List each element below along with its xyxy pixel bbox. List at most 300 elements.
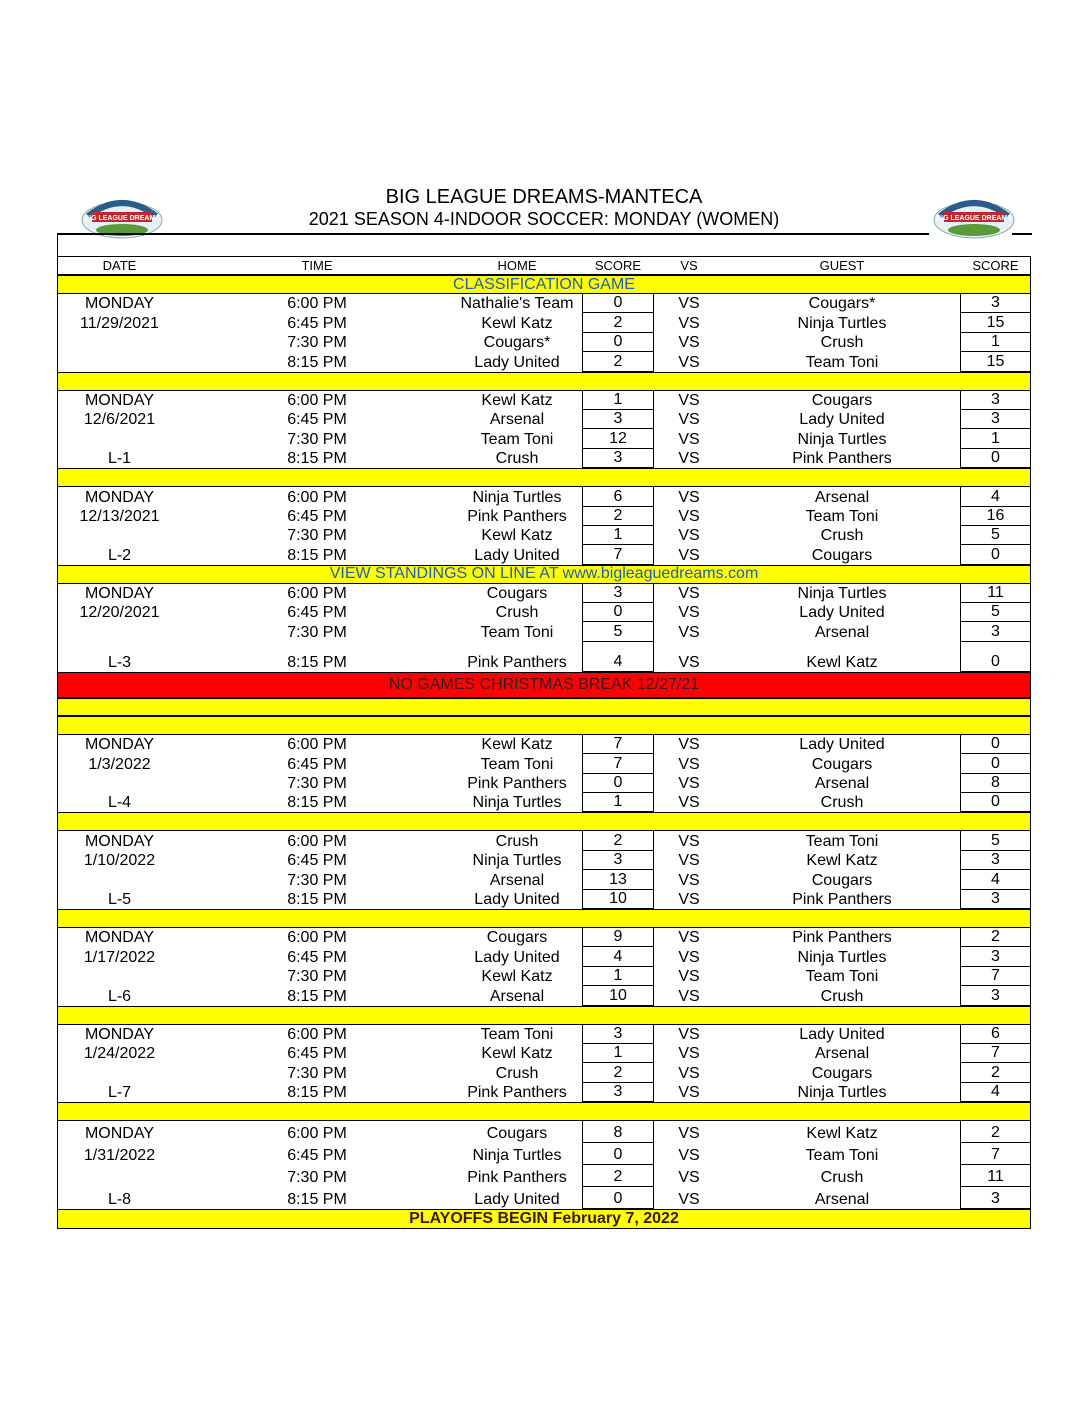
section-divider xyxy=(57,812,1031,831)
vs-label: VS xyxy=(678,604,700,622)
game-time: 6:45 PM xyxy=(287,852,347,870)
guest-team: Arsenal xyxy=(814,623,870,641)
home-score: 10 xyxy=(582,986,654,1005)
guest-score: 7 xyxy=(960,1143,1031,1165)
game-date: L-2 xyxy=(107,546,132,564)
home-team: Cougars* xyxy=(483,334,551,352)
home-score: 7 xyxy=(582,754,654,773)
game-date: MONDAY xyxy=(84,736,155,754)
guest-score: 7 xyxy=(960,967,1031,986)
home-team: Kewl Katz xyxy=(481,527,553,545)
guest-score: 4 xyxy=(960,870,1031,889)
vs-label: VS xyxy=(678,794,700,812)
home-score: 2 xyxy=(582,1063,654,1082)
home-score: 6 xyxy=(582,487,654,506)
table-row xyxy=(57,735,1031,754)
vs-label: VS xyxy=(678,968,700,986)
home-score: 3 xyxy=(582,1025,654,1044)
vs-label: VS xyxy=(678,948,700,966)
game-date: L-7 xyxy=(107,1084,132,1102)
guest-score: 15 xyxy=(960,313,1031,332)
table-row xyxy=(57,294,1031,313)
home-score: 0 xyxy=(582,294,654,313)
home-team: Lady United xyxy=(474,353,560,371)
vs-label: VS xyxy=(678,295,700,313)
vs-label: VS xyxy=(678,391,700,409)
vs-label: VS xyxy=(678,1064,700,1082)
home-score: 4 xyxy=(582,947,654,966)
game-time: 7:30 PM xyxy=(287,623,347,641)
game-date xyxy=(57,333,182,352)
home-team: Pink Panthers xyxy=(467,1169,567,1187)
schedule-table xyxy=(57,256,1031,1229)
guest-score: 4 xyxy=(960,487,1031,506)
home-team: Ninja Turtles xyxy=(472,794,562,812)
guest-team: Crush xyxy=(820,1169,864,1187)
table-row xyxy=(57,870,1031,889)
page-title: BIG LEAGUE DREAMS-MANTECA xyxy=(385,186,703,208)
guest-team: Ninja Turtles xyxy=(797,430,887,448)
guest-team: Team Toni xyxy=(805,832,879,850)
guest-score: 3 xyxy=(960,890,1031,909)
game-time: 8:15 PM xyxy=(287,1191,347,1209)
home-score: 2 xyxy=(582,507,654,526)
col-guest: GUEST xyxy=(819,257,865,273)
guest-team: Pink Panthers xyxy=(792,929,892,947)
guest-team: Cougars xyxy=(811,755,873,773)
game-date xyxy=(57,870,182,889)
game-time: 6:45 PM xyxy=(287,755,347,773)
vs-label: VS xyxy=(678,527,700,545)
home-team: Kewl Katz xyxy=(481,736,553,754)
guest-team: Kewl Katz xyxy=(806,653,878,671)
table-row xyxy=(57,507,1031,526)
vs-label: VS xyxy=(678,585,700,603)
table-row xyxy=(57,774,1031,793)
vs-label: VS xyxy=(678,430,700,448)
home-team: Cougars xyxy=(486,929,548,947)
game-time: 6:45 PM xyxy=(287,948,347,966)
game-time: 8:15 PM xyxy=(287,546,347,564)
game-time: 6:45 PM xyxy=(287,507,347,525)
game-time: 8:15 PM xyxy=(287,794,347,812)
home-team: Arsenal xyxy=(489,871,545,889)
guest-team: Kewl Katz xyxy=(806,852,878,870)
col-home: HOME xyxy=(497,257,537,273)
home-team: Team Toni xyxy=(480,623,554,641)
guest-score: 3 xyxy=(960,410,1031,429)
svg-text:BIG LEAGUE DREAMS: BIG LEAGUE DREAMS xyxy=(936,215,1012,222)
home-score: 2 xyxy=(582,1165,654,1187)
home-team: Crush xyxy=(495,1064,539,1082)
home-team: Pink Panthers xyxy=(467,653,567,671)
game-date: MONDAY xyxy=(84,585,155,603)
game-time: 6:00 PM xyxy=(287,1125,347,1143)
vs-label: VS xyxy=(678,755,700,773)
home-score: 13 xyxy=(582,870,654,889)
home-team: Arsenal xyxy=(489,987,545,1005)
game-date: MONDAY xyxy=(84,1125,155,1143)
home-score: 4 xyxy=(582,642,654,672)
guest-score: 3 xyxy=(960,391,1031,410)
guest-score: 0 xyxy=(960,793,1031,812)
home-score: 2 xyxy=(582,313,654,332)
section-divider xyxy=(57,909,1031,928)
game-time: 8:15 PM xyxy=(287,450,347,468)
guest-team: Lady United xyxy=(799,411,885,429)
table-row xyxy=(57,313,1031,332)
home-score: 0 xyxy=(582,1187,654,1209)
vs-label: VS xyxy=(678,987,700,1005)
guest-score: 7 xyxy=(960,1044,1031,1063)
vs-label: VS xyxy=(678,546,700,564)
guest-team: Arsenal xyxy=(814,1045,870,1063)
home-score: 7 xyxy=(582,735,654,754)
guest-score: 0 xyxy=(960,735,1031,754)
guest-score: 11 xyxy=(960,1165,1031,1187)
playoffs-banner: PLAYOFFS BEGIN February 7, 2022 xyxy=(57,1209,1031,1229)
table-row xyxy=(57,584,1031,603)
guest-score: 2 xyxy=(960,1121,1031,1143)
col-home-score: SCORE xyxy=(594,257,642,273)
col-vs: VS xyxy=(680,257,698,273)
vs-label: VS xyxy=(678,334,700,352)
guest-team: Pink Panthers xyxy=(792,450,892,468)
header-rule xyxy=(57,233,929,235)
home-team: Team Toni xyxy=(480,430,554,448)
header-rule xyxy=(1012,233,1032,235)
game-date: MONDAY xyxy=(84,391,155,409)
guest-team: Ninja Turtles xyxy=(797,948,887,966)
game-time: 6:00 PM xyxy=(287,1025,347,1043)
guest-team: Lady United xyxy=(799,1025,885,1043)
guest-team: Team Toni xyxy=(805,968,879,986)
game-time: 7:30 PM xyxy=(287,968,347,986)
guest-team: Arsenal xyxy=(814,1191,870,1209)
col-guest-score: SCORE xyxy=(972,257,1019,273)
home-score: 0 xyxy=(582,603,654,622)
game-time: 8:15 PM xyxy=(287,653,347,671)
col-date: DATE xyxy=(102,257,137,273)
vs-label: VS xyxy=(678,353,700,371)
table-row xyxy=(57,890,1031,909)
home-score: 7 xyxy=(582,545,654,564)
home-score: 1 xyxy=(582,391,654,410)
home-team: Lady United xyxy=(474,948,560,966)
section-divider xyxy=(57,1102,1031,1121)
home-team: Crush xyxy=(495,832,539,850)
guest-score: 3 xyxy=(960,1187,1031,1209)
home-score: 8 xyxy=(582,1121,654,1143)
vs-label: VS xyxy=(678,623,700,641)
vs-label: VS xyxy=(678,890,700,908)
game-date: L-8 xyxy=(107,1191,132,1209)
table-row xyxy=(57,928,1031,947)
vs-label: VS xyxy=(678,736,700,754)
home-score: 1 xyxy=(582,967,654,986)
table-row xyxy=(57,1143,1031,1165)
home-team: Kewl Katz xyxy=(481,968,553,986)
vs-label: VS xyxy=(678,653,700,671)
game-date xyxy=(57,967,182,986)
section-divider xyxy=(57,468,1031,487)
guest-team: Cougars xyxy=(811,1064,873,1082)
home-score: 1 xyxy=(582,793,654,812)
table-row xyxy=(57,986,1031,1005)
home-team: Ninja Turtles xyxy=(472,852,562,870)
table-row xyxy=(57,1025,1031,1044)
svg-text:BIG LEAGUE DREAMS: BIG LEAGUE DREAMS xyxy=(84,215,160,222)
table-row xyxy=(57,1121,1031,1143)
vs-label: VS xyxy=(678,450,700,468)
home-score: 3 xyxy=(582,449,654,468)
guest-team: Cougars* xyxy=(808,295,876,313)
game-time: 8:15 PM xyxy=(287,353,347,371)
guest-score: 0 xyxy=(960,545,1031,564)
guest-score: 5 xyxy=(960,526,1031,545)
table-body xyxy=(57,275,1031,1209)
game-date: L-1 xyxy=(107,450,132,468)
home-team: Lady United xyxy=(474,890,560,908)
vs-label: VS xyxy=(678,871,700,889)
home-score: 12 xyxy=(582,429,654,448)
home-score: 10 xyxy=(582,890,654,909)
game-time: 6:00 PM xyxy=(287,736,347,754)
guest-score: 15 xyxy=(960,352,1031,371)
guest-team: Kewl Katz xyxy=(806,1125,878,1143)
vs-label: VS xyxy=(678,1045,700,1063)
vs-label: VS xyxy=(678,1147,700,1165)
game-date: 12/6/2021 xyxy=(83,411,156,429)
game-date: MONDAY xyxy=(84,832,155,850)
game-date: L-6 xyxy=(107,987,132,1005)
game-date: 11/29/2021 xyxy=(80,314,159,332)
game-time: 6:45 PM xyxy=(287,1147,347,1165)
guest-team: Cougars xyxy=(811,391,873,409)
home-score: 2 xyxy=(582,352,654,371)
home-team: Arsenal xyxy=(489,411,545,429)
game-time: 6:00 PM xyxy=(287,832,347,850)
table-row xyxy=(57,391,1031,410)
home-score: 1 xyxy=(582,526,654,545)
game-date: MONDAY xyxy=(84,295,155,313)
home-team: Kewl Katz xyxy=(481,1045,553,1063)
game-date: 12/20/2021 xyxy=(79,604,160,622)
table-row xyxy=(57,947,1031,966)
home-team: Cougars xyxy=(486,585,548,603)
game-date: MONDAY xyxy=(84,929,155,947)
vs-label: VS xyxy=(678,1025,700,1043)
game-time: 6:00 PM xyxy=(287,488,347,506)
game-date: L-3 xyxy=(107,653,132,671)
guest-score: 3 xyxy=(960,622,1031,641)
table-header xyxy=(57,256,1031,275)
guest-team: Crush xyxy=(820,987,864,1005)
home-score: 9 xyxy=(582,928,654,947)
home-score: 1 xyxy=(582,1044,654,1063)
table-row xyxy=(57,410,1031,429)
guest-team: Crush xyxy=(820,527,864,545)
table-row xyxy=(57,831,1031,850)
guest-team: Team Toni xyxy=(805,353,879,371)
game-time: 8:15 PM xyxy=(287,987,347,1005)
guest-score: 5 xyxy=(960,831,1031,850)
game-time: 6:00 PM xyxy=(287,585,347,603)
table-row xyxy=(57,449,1031,468)
game-time: 7:30 PM xyxy=(287,430,347,448)
table-row xyxy=(57,487,1031,506)
game-date: 1/31/2022 xyxy=(83,1147,156,1165)
home-team: Team Toni xyxy=(480,755,554,773)
col-time: TIME xyxy=(301,257,333,273)
home-team: Pink Panthers xyxy=(467,775,567,793)
game-time: 8:15 PM xyxy=(287,1084,347,1102)
table-row xyxy=(57,793,1031,812)
guest-score: 0 xyxy=(960,449,1031,468)
vs-label: VS xyxy=(678,507,700,525)
guest-score: 1 xyxy=(960,333,1031,352)
game-time: 7:30 PM xyxy=(287,334,347,352)
vs-label: VS xyxy=(678,1191,700,1209)
home-team: Team Toni xyxy=(480,1025,554,1043)
vs-label: VS xyxy=(678,852,700,870)
home-team: Kewl Katz xyxy=(481,314,553,332)
game-date: 1/10/2022 xyxy=(83,852,156,870)
table-row xyxy=(57,1083,1031,1102)
guest-team: Team Toni xyxy=(805,1147,879,1165)
home-team: Ninja Turtles xyxy=(472,488,562,506)
table-row xyxy=(57,1044,1031,1063)
guest-team: Crush xyxy=(820,794,864,812)
table-row xyxy=(57,754,1031,773)
game-date: MONDAY xyxy=(84,1025,155,1043)
game-time: 7:30 PM xyxy=(287,527,347,545)
game-time: 6:00 PM xyxy=(287,391,347,409)
table-row xyxy=(57,1187,1031,1209)
home-team: Pink Panthers xyxy=(467,1084,567,1102)
home-team: Lady United xyxy=(474,546,560,564)
table-row xyxy=(57,526,1031,545)
game-date: MONDAY xyxy=(84,488,155,506)
guest-score: 3 xyxy=(960,947,1031,966)
home-team: Crush xyxy=(495,450,539,468)
game-date: L-4 xyxy=(107,794,132,812)
section-divider xyxy=(57,716,1031,735)
section-divider xyxy=(57,372,1031,391)
table-row xyxy=(57,1063,1031,1082)
table-row xyxy=(57,603,1031,622)
game-date: 1/3/2022 xyxy=(88,755,151,773)
home-team: Kewl Katz xyxy=(481,391,553,409)
home-score: 0 xyxy=(582,774,654,793)
home-score: 5 xyxy=(582,622,654,641)
game-date: L-5 xyxy=(107,890,132,908)
home-team: Pink Panthers xyxy=(467,507,567,525)
classification-banner: CLASSIFICATION GAME xyxy=(57,275,1031,294)
christmas-break-banner: NO GAMES CHRISTMAS BREAK 12/27/21 xyxy=(57,672,1031,698)
game-time: 7:30 PM xyxy=(287,775,347,793)
vs-label: VS xyxy=(678,488,700,506)
guest-score: 0 xyxy=(960,642,1031,672)
guest-team: Arsenal xyxy=(814,488,870,506)
table-row xyxy=(57,333,1031,352)
section-divider xyxy=(57,698,1031,716)
vs-label: VS xyxy=(678,411,700,429)
table-row xyxy=(57,622,1031,641)
table-row xyxy=(57,967,1031,986)
home-score: 0 xyxy=(582,1143,654,1165)
game-date xyxy=(57,1165,182,1187)
game-time: 6:00 PM xyxy=(287,929,347,947)
game-date xyxy=(57,774,182,793)
guest-team: Team Toni xyxy=(805,507,879,525)
vs-label: VS xyxy=(678,314,700,332)
guest-team: Ninja Turtles xyxy=(797,314,887,332)
table-row xyxy=(57,1165,1031,1187)
home-score: 3 xyxy=(582,584,654,603)
table-row xyxy=(57,352,1031,371)
guest-team: Crush xyxy=(820,334,864,352)
game-time: 6:45 PM xyxy=(287,604,347,622)
game-date xyxy=(57,1063,182,1082)
game-date xyxy=(57,352,182,371)
guest-team: Cougars xyxy=(811,871,873,889)
guest-score: 5 xyxy=(960,603,1031,622)
guest-team: Arsenal xyxy=(814,775,870,793)
table-row xyxy=(57,851,1031,870)
game-time: 6:45 PM xyxy=(287,1045,347,1063)
page-subtitle: 2021 SEASON 4-INDOOR SOCCER: MONDAY (WOMEN) xyxy=(308,209,780,229)
vs-label: VS xyxy=(678,1084,700,1102)
game-date xyxy=(57,622,182,641)
home-team: Crush xyxy=(495,604,539,622)
section-divider xyxy=(57,1006,1031,1025)
guest-score: 3 xyxy=(960,294,1031,313)
game-time: 6:00 PM xyxy=(287,295,347,313)
table-row xyxy=(57,642,1031,672)
guest-score: 0 xyxy=(960,754,1031,773)
home-score: 3 xyxy=(582,410,654,429)
vs-label: VS xyxy=(678,1125,700,1143)
guest-team: Ninja Turtles xyxy=(797,585,887,603)
home-team: Ninja Turtles xyxy=(472,1147,562,1165)
guest-score: 6 xyxy=(960,1025,1031,1044)
guest-score: 16 xyxy=(960,507,1031,526)
game-time: 6:45 PM xyxy=(287,314,347,332)
guest-score: 3 xyxy=(960,986,1031,1005)
guest-team: Lady United xyxy=(799,604,885,622)
home-score: 2 xyxy=(582,831,654,850)
game-time: 7:30 PM xyxy=(287,871,347,889)
guest-team: Pink Panthers xyxy=(792,890,892,908)
home-team: Lady United xyxy=(474,1191,560,1209)
standings-link-banner[interactable]: VIEW STANDINGS ON LINE AT www.bigleaguedreams.com xyxy=(57,565,1031,584)
guest-score: 3 xyxy=(960,851,1031,870)
game-date: 1/24/2022 xyxy=(83,1045,156,1063)
game-time: 7:30 PM xyxy=(287,1169,347,1187)
game-date xyxy=(57,526,182,545)
game-time: 6:45 PM xyxy=(287,411,347,429)
table-row xyxy=(57,429,1031,448)
vs-label: VS xyxy=(678,832,700,850)
guest-score: 1 xyxy=(960,429,1031,448)
home-team: Nathalie's Team xyxy=(460,295,574,313)
guest-score: 8 xyxy=(960,774,1031,793)
guest-score: 4 xyxy=(960,1083,1031,1102)
game-date: 12/13/2021 xyxy=(79,507,160,525)
guest-score: 2 xyxy=(960,928,1031,947)
vs-label: VS xyxy=(678,1169,700,1187)
